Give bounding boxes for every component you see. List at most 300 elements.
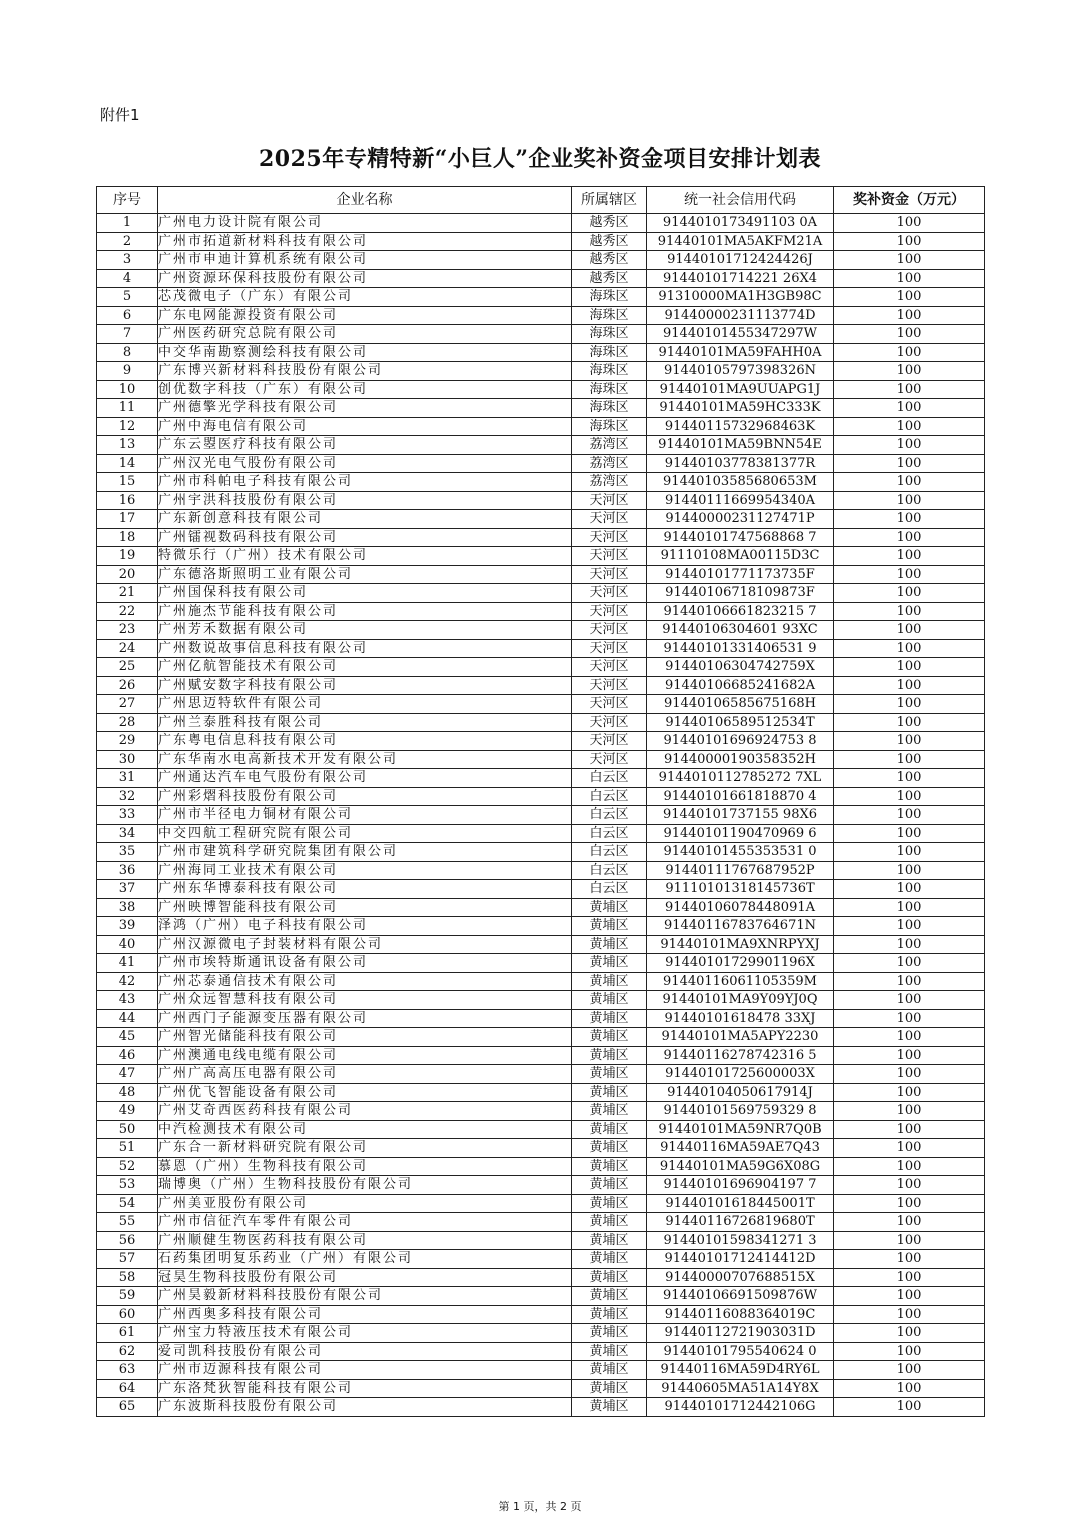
cell-credit-code: 91440000231127471P	[647, 510, 834, 529]
cell-credit-code: 9144010112785272 7XL	[647, 769, 834, 788]
cell-number: 34	[97, 824, 158, 843]
cell-number: 63	[97, 1361, 158, 1380]
cell-credit-code: 91110108MA00115D3C	[647, 547, 834, 566]
cell-number: 61	[97, 1324, 158, 1343]
table-row	[97, 1398, 985, 1417]
cell-credit-code: 91440105797398326N	[647, 362, 834, 381]
cell-company-name: 广州亿航智能技术有限公司	[158, 658, 572, 677]
table-row	[97, 362, 985, 381]
cell-company-name: 广州资源环保科技股份有限公司	[158, 269, 572, 288]
cell-company-name: 广州芯泰通信技术有限公司	[158, 972, 572, 991]
table-row	[97, 787, 985, 806]
cell-fund-amount: 100	[834, 1046, 985, 1065]
cell-district: 荔湾区	[572, 473, 647, 492]
cell-number: 13	[97, 436, 158, 455]
cell-credit-code: 91440101696904197 7	[647, 1176, 834, 1195]
cell-district: 黄埔区	[572, 1379, 647, 1398]
cell-company-name: 广州兰泰胜科技有限公司	[158, 713, 572, 732]
cell-fund-amount: 100	[834, 1065, 985, 1084]
cell-district: 荔湾区	[572, 436, 647, 455]
col-header-fund: 奖补资金（万元）	[834, 187, 985, 214]
cell-company-name: 广州顺健生物医药科技有限公司	[158, 1231, 572, 1250]
cell-credit-code: 91440106691509876W	[647, 1287, 834, 1306]
cell-company-name: 芯茂微电子（广东）有限公司	[158, 288, 572, 307]
cell-district: 黄埔区	[572, 1361, 647, 1380]
page-footer: 第 1 页，共 2 页	[498, 1500, 582, 1513]
cell-fund-amount: 100	[834, 491, 985, 510]
cell-number: 7	[97, 325, 158, 344]
cell-district: 天河区	[572, 602, 647, 621]
cell-number: 36	[97, 861, 158, 880]
cell-number: 31	[97, 769, 158, 788]
cell-fund-amount: 100	[834, 1305, 985, 1324]
cell-fund-amount: 100	[834, 1250, 985, 1269]
table-body	[97, 214, 985, 1417]
cell-company-name: 广州市申迪计算机系统有限公司	[158, 251, 572, 270]
cell-number: 39	[97, 917, 158, 936]
cell-number: 1	[97, 214, 158, 233]
cell-fund-amount: 100	[834, 417, 985, 436]
table-row	[97, 343, 985, 362]
cell-number: 38	[97, 898, 158, 917]
cell-credit-code: 91440000231113774D	[647, 306, 834, 325]
cell-fund-amount: 100	[834, 362, 985, 381]
cell-district: 黄埔区	[572, 991, 647, 1010]
cell-credit-code: 91440116088364019C	[647, 1305, 834, 1324]
table-row	[97, 473, 985, 492]
cell-number: 53	[97, 1176, 158, 1195]
cell-credit-code: 91440101661818870 4	[647, 787, 834, 806]
table-row	[97, 1176, 985, 1195]
cell-credit-code: 91440101712414412D	[647, 1250, 834, 1269]
cell-number: 5	[97, 288, 158, 307]
cell-number: 50	[97, 1120, 158, 1139]
cell-company-name: 广州思迈特软件有限公司	[158, 695, 572, 714]
table-row	[97, 732, 985, 751]
cell-company-name: 石药集团明复乐药业（广州）有限公司	[158, 1250, 572, 1269]
cell-fund-amount: 100	[834, 898, 985, 917]
cell-fund-amount: 100	[834, 306, 985, 325]
cell-district: 天河区	[572, 713, 647, 732]
table-row	[97, 972, 985, 991]
table-row	[97, 1324, 985, 1343]
cell-credit-code: 91440116MA59AE7Q43	[647, 1139, 834, 1158]
cell-district: 黄埔区	[572, 1009, 647, 1028]
table-row	[97, 1120, 985, 1139]
cell-credit-code: 91440115732968463K	[647, 417, 834, 436]
table-row	[97, 713, 985, 732]
table-row	[97, 1102, 985, 1121]
cell-credit-code: 9144010173491103 0A	[647, 214, 834, 233]
cell-number: 62	[97, 1342, 158, 1361]
cell-fund-amount: 100	[834, 1139, 985, 1158]
cell-district: 黄埔区	[572, 1157, 647, 1176]
cell-district: 黄埔区	[572, 1065, 647, 1084]
cell-company-name: 爱司凯科技股份有限公司	[158, 1342, 572, 1361]
cell-company-name: 广州美亚股份有限公司	[158, 1194, 572, 1213]
cell-credit-code: 91440101618445001T	[647, 1194, 834, 1213]
cell-district: 黄埔区	[572, 954, 647, 973]
table-row	[97, 1083, 985, 1102]
cell-credit-code: 91440101MA59FAHH0A	[647, 343, 834, 362]
cell-number: 8	[97, 343, 158, 362]
cell-credit-code: 91440106589512534T	[647, 713, 834, 732]
table-row	[97, 565, 985, 584]
cell-fund-amount: 100	[834, 602, 985, 621]
cell-credit-code: 91440111669954340A	[647, 491, 834, 510]
cell-number: 48	[97, 1083, 158, 1102]
cell-number: 2	[97, 232, 158, 251]
cell-company-name: 广州宇洪科技股份有限公司	[158, 491, 572, 510]
table-row	[97, 1194, 985, 1213]
cell-number: 14	[97, 454, 158, 473]
cell-fund-amount: 100	[834, 806, 985, 825]
cell-number: 28	[97, 713, 158, 732]
cell-fund-amount: 100	[834, 843, 985, 862]
cell-credit-code: 91440000707688515X	[647, 1268, 834, 1287]
cell-company-name: 广州市半径电力铜材有限公司	[158, 806, 572, 825]
cell-number: 52	[97, 1157, 158, 1176]
cell-number: 64	[97, 1379, 158, 1398]
table-row	[97, 232, 985, 251]
table-row	[97, 991, 985, 1010]
table-row	[97, 528, 985, 547]
cell-fund-amount: 100	[834, 1176, 985, 1195]
cell-district: 黄埔区	[572, 1028, 647, 1047]
cell-company-name: 广东华南水电高新技术开发有限公司	[158, 750, 572, 769]
cell-number: 21	[97, 584, 158, 603]
cell-fund-amount: 100	[834, 1398, 985, 1417]
cell-fund-amount: 100	[834, 1120, 985, 1139]
cell-number: 33	[97, 806, 158, 825]
cell-credit-code: 91440116MA59D4RY6L	[647, 1361, 834, 1380]
cell-company-name: 广州市信征汽车零件有限公司	[158, 1213, 572, 1232]
table-row	[97, 269, 985, 288]
cell-district: 天河区	[572, 695, 647, 714]
cell-credit-code: 91440605MA51A14Y8X	[647, 1379, 834, 1398]
cell-district: 天河区	[572, 658, 647, 677]
cell-credit-code: 91440101MA59BNN54E	[647, 436, 834, 455]
cell-fund-amount: 100	[834, 750, 985, 769]
cell-company-name: 广州芳禾数据有限公司	[158, 621, 572, 640]
cell-company-name: 广州西奥多科技有限公司	[158, 1305, 572, 1324]
cell-number: 46	[97, 1046, 158, 1065]
cell-company-name: 广东博兴新材料科技股份有限公司	[158, 362, 572, 381]
cell-company-name: 广州镭视数码科技有限公司	[158, 528, 572, 547]
cell-number: 20	[97, 565, 158, 584]
cell-company-name: 广州国保科技有限公司	[158, 584, 572, 603]
table-row	[97, 658, 985, 677]
cell-district: 黄埔区	[572, 1083, 647, 1102]
cell-credit-code: 91440101598341271 3	[647, 1231, 834, 1250]
cell-credit-code: 91440101MA59HC333K	[647, 399, 834, 418]
cell-district: 黄埔区	[572, 1176, 647, 1195]
cell-fund-amount: 100	[834, 787, 985, 806]
cell-number: 24	[97, 639, 158, 658]
cell-number: 51	[97, 1139, 158, 1158]
table-row	[97, 454, 985, 473]
col-header-company: 企业名称	[158, 187, 572, 214]
table-row	[97, 602, 985, 621]
table-row	[97, 417, 985, 436]
table-row	[97, 880, 985, 899]
table-row	[97, 399, 985, 418]
cell-credit-code: 91440106304742759X	[647, 658, 834, 677]
cell-company-name: 中交华南勘察测绘科技有限公司	[158, 343, 572, 362]
cell-fund-amount: 100	[834, 1361, 985, 1380]
cell-credit-code: 91440101569759329 8	[647, 1102, 834, 1121]
cell-number: 35	[97, 843, 158, 862]
cell-district: 白云区	[572, 806, 647, 825]
cell-credit-code: 91440103585680653M	[647, 473, 834, 492]
cell-district: 荔湾区	[572, 454, 647, 473]
table-row	[97, 1139, 985, 1158]
cell-company-name: 广州医药研究总院有限公司	[158, 325, 572, 344]
table-row	[97, 898, 985, 917]
cell-credit-code: 91440101MA9UUAPG1J	[647, 380, 834, 399]
table-row	[97, 288, 985, 307]
cell-credit-code: 91440101714221 26X4	[647, 269, 834, 288]
cell-number: 54	[97, 1194, 158, 1213]
allocation-table	[96, 186, 985, 1417]
cell-fund-amount: 100	[834, 1231, 985, 1250]
cell-company-name: 广东德洛斯照明工业有限公司	[158, 565, 572, 584]
cell-district: 海珠区	[572, 399, 647, 418]
cell-company-name: 广州市建筑科学研究院集团有限公司	[158, 843, 572, 862]
cell-company-name: 广州东华博泰科技有限公司	[158, 880, 572, 899]
cell-number: 49	[97, 1102, 158, 1121]
cell-number: 12	[97, 417, 158, 436]
cell-district: 天河区	[572, 732, 647, 751]
cell-credit-code: 91440106304601 93XC	[647, 621, 834, 640]
cell-district: 黄埔区	[572, 1342, 647, 1361]
cell-fund-amount: 100	[834, 991, 985, 1010]
table-row	[97, 621, 985, 640]
cell-credit-code: 91440101MA9Y09YJ0Q	[647, 991, 834, 1010]
cell-district: 海珠区	[572, 362, 647, 381]
cell-number: 22	[97, 602, 158, 621]
cell-fund-amount: 100	[834, 676, 985, 695]
cell-district: 黄埔区	[572, 1268, 647, 1287]
cell-fund-amount: 100	[834, 1083, 985, 1102]
cell-district: 白云区	[572, 861, 647, 880]
cell-fund-amount: 100	[834, 528, 985, 547]
cell-fund-amount: 100	[834, 972, 985, 991]
table-row	[97, 1046, 985, 1065]
table-row	[97, 491, 985, 510]
cell-district: 黄埔区	[572, 1139, 647, 1158]
cell-number: 10	[97, 380, 158, 399]
cell-company-name: 广州宝力特液压技术有限公司	[158, 1324, 572, 1343]
cell-number: 41	[97, 954, 158, 973]
table-row	[97, 584, 985, 603]
table-row	[97, 1361, 985, 1380]
cell-fund-amount: 100	[834, 954, 985, 973]
cell-company-name: 广州汉光电气股份有限公司	[158, 454, 572, 473]
cell-number: 32	[97, 787, 158, 806]
cell-district: 黄埔区	[572, 1046, 647, 1065]
cell-fund-amount: 100	[834, 917, 985, 936]
cell-fund-amount: 100	[834, 232, 985, 251]
table-row	[97, 843, 985, 862]
cell-credit-code: 91440103778381377R	[647, 454, 834, 473]
cell-district: 天河区	[572, 510, 647, 529]
cell-number: 37	[97, 880, 158, 899]
cell-fund-amount: 100	[834, 1342, 985, 1361]
cell-credit-code: 91440101331406531 9	[647, 639, 834, 658]
cell-district: 黄埔区	[572, 1231, 647, 1250]
cell-company-name: 广东电网能源投资有限公司	[158, 306, 572, 325]
cell-number: 59	[97, 1287, 158, 1306]
cell-district: 黄埔区	[572, 1324, 647, 1343]
cell-credit-code: 91440101455347297W	[647, 325, 834, 344]
cell-district: 黄埔区	[572, 917, 647, 936]
table-row	[97, 1213, 985, 1232]
cell-credit-code: 91440101795540624 0	[647, 1342, 834, 1361]
cell-credit-code: 91440101747568868 7	[647, 528, 834, 547]
cell-credit-code: 91110101318145736T	[647, 880, 834, 899]
cell-company-name: 冠昊生物科技股份有限公司	[158, 1268, 572, 1287]
cell-company-name: 广州优飞智能设备有限公司	[158, 1083, 572, 1102]
cell-company-name: 广东合一新材料研究院有限公司	[158, 1139, 572, 1158]
cell-company-name: 广州艾奇西医药科技有限公司	[158, 1102, 572, 1121]
table-row	[97, 1342, 985, 1361]
cell-district: 黄埔区	[572, 1287, 647, 1306]
cell-district: 黄埔区	[572, 972, 647, 991]
cell-credit-code: 91440101771173735F	[647, 565, 834, 584]
table-row	[97, 251, 985, 270]
cell-credit-code: 91440101MA5AKFM21A	[647, 232, 834, 251]
cell-company-name: 特微乐行（广州）技术有限公司	[158, 547, 572, 566]
cell-fund-amount: 100	[834, 343, 985, 362]
cell-district: 海珠区	[572, 288, 647, 307]
cell-company-name: 广州市埃特斯通讯设备有限公司	[158, 954, 572, 973]
cell-district: 黄埔区	[572, 1213, 647, 1232]
cell-fund-amount: 100	[834, 1213, 985, 1232]
cell-credit-code: 91440112721903031D	[647, 1324, 834, 1343]
cell-fund-amount: 100	[834, 436, 985, 455]
cell-district: 天河区	[572, 584, 647, 603]
cell-fund-amount: 100	[834, 861, 985, 880]
cell-district: 白云区	[572, 843, 647, 862]
table-header-row	[97, 187, 985, 214]
cell-number: 58	[97, 1268, 158, 1287]
cell-number: 25	[97, 658, 158, 677]
cell-district: 黄埔区	[572, 1250, 647, 1269]
cell-company-name: 广州数说故事信息科技有限公司	[158, 639, 572, 658]
cell-number: 23	[97, 621, 158, 640]
cell-credit-code: 91440111767687952P	[647, 861, 834, 880]
cell-number: 42	[97, 972, 158, 991]
cell-fund-amount: 100	[834, 935, 985, 954]
document-title: 2025年专精特新“小巨人”企业奖补资金项目安排计划表	[258, 146, 822, 172]
table-row	[97, 750, 985, 769]
cell-fund-amount: 100	[834, 565, 985, 584]
cell-number: 27	[97, 695, 158, 714]
cell-company-name: 中汽检测技术有限公司	[158, 1120, 572, 1139]
cell-number: 16	[97, 491, 158, 510]
cell-company-name: 广东粤电信息科技有限公司	[158, 732, 572, 751]
cell-fund-amount: 100	[834, 1324, 985, 1343]
cell-number: 47	[97, 1065, 158, 1084]
cell-district: 黄埔区	[572, 1305, 647, 1324]
cell-credit-code: 91440106078448091A	[647, 898, 834, 917]
table-row	[97, 547, 985, 566]
table-row	[97, 954, 985, 973]
table-row	[97, 1231, 985, 1250]
cell-fund-amount: 100	[834, 713, 985, 732]
cell-number: 30	[97, 750, 158, 769]
table-row	[97, 1157, 985, 1176]
table-row	[97, 824, 985, 843]
cell-number: 40	[97, 935, 158, 954]
cell-district: 白云区	[572, 769, 647, 788]
cell-fund-amount: 100	[834, 880, 985, 899]
cell-district: 海珠区	[572, 325, 647, 344]
cell-district: 天河区	[572, 750, 647, 769]
cell-district: 天河区	[572, 676, 647, 695]
cell-company-name: 广州西门子能源变压器有限公司	[158, 1009, 572, 1028]
cell-credit-code: 91440101696924753 8	[647, 732, 834, 751]
cell-district: 黄埔区	[572, 935, 647, 954]
cell-district: 海珠区	[572, 380, 647, 399]
cell-number: 11	[97, 399, 158, 418]
table-row	[97, 861, 985, 880]
cell-company-name: 广东云曌医疗科技有限公司	[158, 436, 572, 455]
table-row	[97, 436, 985, 455]
cell-fund-amount: 100	[834, 1028, 985, 1047]
cell-district: 越秀区	[572, 251, 647, 270]
cell-credit-code: 91440101737155 98X6	[647, 806, 834, 825]
cell-district: 天河区	[572, 491, 647, 510]
table-row	[97, 695, 985, 714]
cell-company-name: 广州众远智慧科技有限公司	[158, 991, 572, 1010]
cell-number: 3	[97, 251, 158, 270]
table-row	[97, 676, 985, 695]
cell-company-name: 广东洛梵狄智能科技有限公司	[158, 1379, 572, 1398]
cell-company-name: 广州赋安数字科技有限公司	[158, 676, 572, 695]
table-row	[97, 1287, 985, 1306]
table-row	[97, 1379, 985, 1398]
cell-company-name: 广州市拓道新材料科技有限公司	[158, 232, 572, 251]
cell-company-name: 广州通达汽车电气股份有限公司	[158, 769, 572, 788]
table-row	[97, 806, 985, 825]
cell-credit-code: 91440106685241682A	[647, 676, 834, 695]
cell-company-name: 广东新创意科技有限公司	[158, 510, 572, 529]
cell-company-name: 广州智光储能科技有限公司	[158, 1028, 572, 1047]
cell-credit-code: 91440000190358352H	[647, 750, 834, 769]
cell-company-name: 瑞博奥（广州）生物科技股份有限公司	[158, 1176, 572, 1195]
cell-fund-amount: 100	[834, 269, 985, 288]
cell-company-name: 广州映博智能科技有限公司	[158, 898, 572, 917]
cell-fund-amount: 100	[834, 1102, 985, 1121]
cell-district: 白云区	[572, 787, 647, 806]
cell-fund-amount: 100	[834, 454, 985, 473]
cell-district: 白云区	[572, 824, 647, 843]
cell-number: 44	[97, 1009, 158, 1028]
table-row	[97, 917, 985, 936]
cell-credit-code: 91440116278742316 5	[647, 1046, 834, 1065]
cell-district: 越秀区	[572, 214, 647, 233]
cell-credit-code: 91440106661823215 7	[647, 602, 834, 621]
cell-credit-code: 91310000MA1H3GB98C	[647, 288, 834, 307]
cell-district: 天河区	[572, 621, 647, 640]
cell-company-name: 广州海同工业技术有限公司	[158, 861, 572, 880]
cell-company-name: 广州广高高压电器有限公司	[158, 1065, 572, 1084]
cell-credit-code: 91440101190470969 6	[647, 824, 834, 843]
cell-fund-amount: 100	[834, 769, 985, 788]
attachment-label: 附件1	[100, 106, 140, 124]
